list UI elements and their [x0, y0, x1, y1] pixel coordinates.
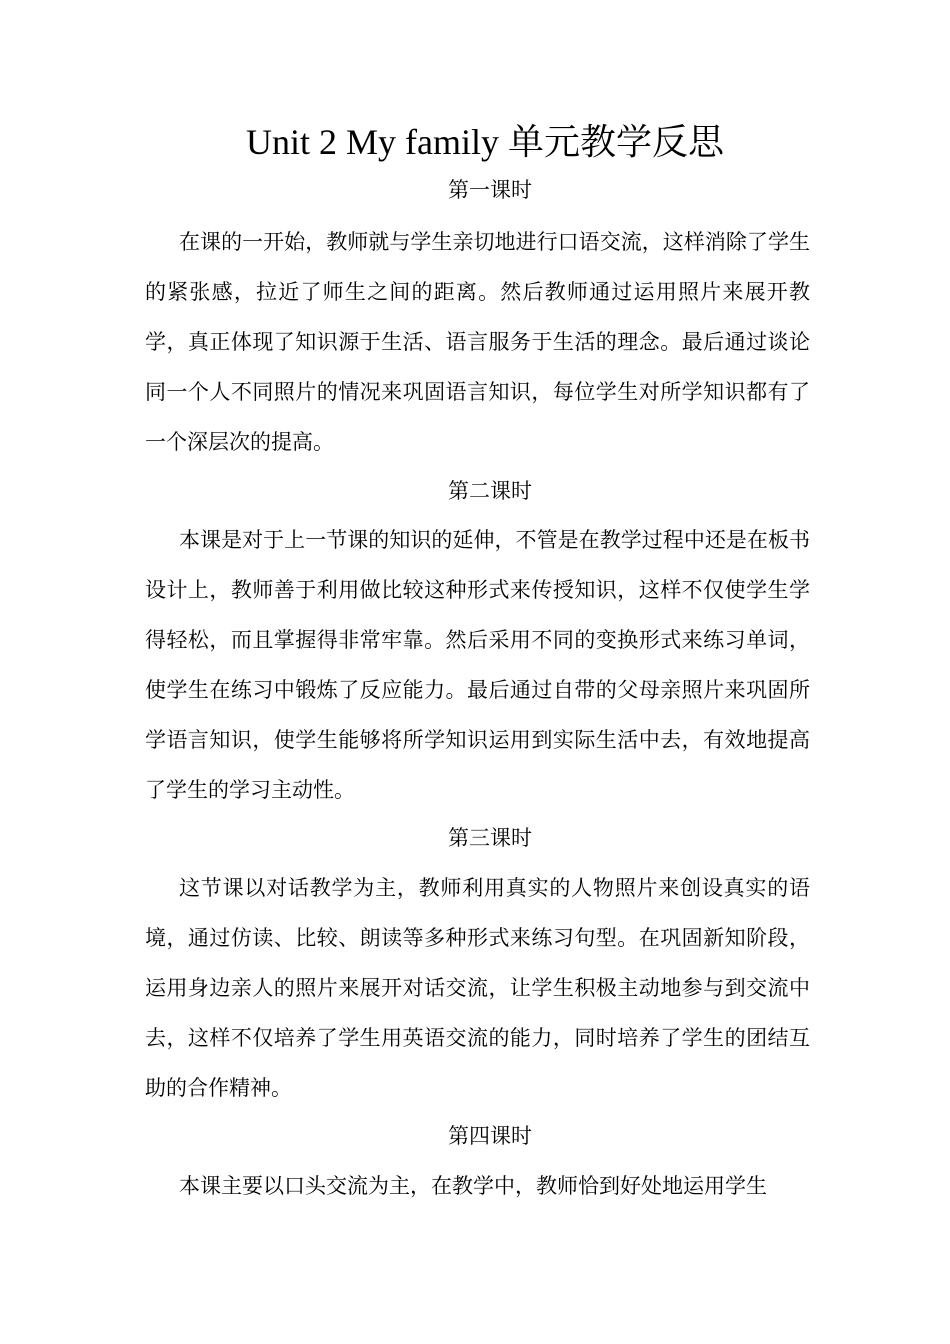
section-heading-3: 第三课时 — [448, 826, 532, 850]
section-body-2: 本课是对于上一节课的知识的延伸，不管是在教学过程中还是在板书设计上，教师善于利用做比较这种形式来传授知识，这样不仅使学生学得轻松，而且掌握得非常牢靠。然后采用不同的变换形式来练习单词，使学生在练习中锻炼了反应能力。最后通过自带的父母亲照片来巩固所学语言知识，使学生能够将所学知识运用到实际生活中去，有效地提高了学生的学习主动性。 — [145, 528, 810, 802]
section-body-1: 在课的一开始，教师就与学生亲切地进行口语交流，这样消除了学生的紧张感，拉近了师生之间的距离。然后教师通过运用照片来展开教学，真正体现了知识源于生活、语言服务于生活的理念。最后通过谈论同一个人不同照片的情况来巩固语言知识，每位学生对所学知识都有了一个深层次的提高。 — [145, 230, 810, 454]
section-body-3: 这节课以对话教学为主，教师利用真实的人物照片来创设真实的语境，通过仿读、比较、朗读等多种形式来练习句型。在巩固新知阶段，运用身边亲人的照片来展开对话交流，让学生积极主动地参与到交流中去，这样不仅培养了学生用英语交流的能力，同时培养了学生的团结互助的合作精神。 — [145, 876, 810, 1100]
section-heading-4: 第四课时 — [448, 1124, 532, 1148]
section-body-4: 本课主要以口头交流为主，在教学中，教师恰到好处地运用学生 — [179, 1174, 767, 1198]
section-heading-2: 第二课时 — [448, 479, 532, 503]
section-heading-1: 第一课时 — [448, 178, 532, 202]
document-title: Unit 2 My family 单元教学反思 — [246, 122, 724, 162]
